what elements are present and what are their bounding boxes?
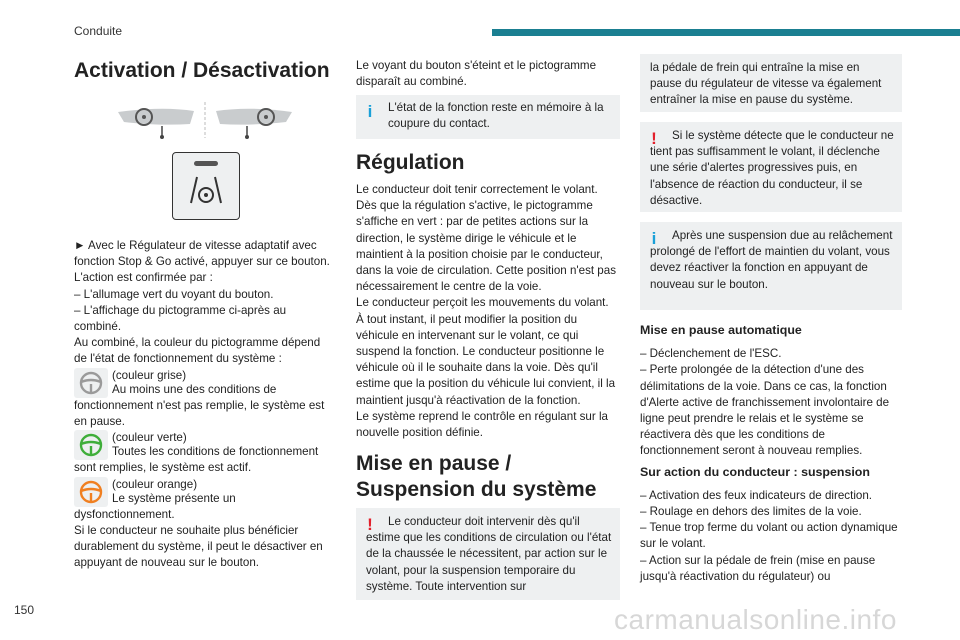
- running-header: Conduite: [74, 24, 123, 38]
- regulation-para-3: Le conducteur perçoit les mouvements du volant.: [356, 296, 609, 310]
- warning-note-intervention: [356, 508, 620, 600]
- info-note-reactivate: [640, 222, 902, 310]
- green-steering-wheel-icon: [74, 430, 108, 460]
- auto-pause-item-1: – Déclenchement de l'ESC.: [640, 347, 782, 361]
- warning-note-hands-off-text: Si le système détecte que le conducteur ne tient pas suffisamment le volant, il déclenche une série d'alertes progressives puis, en l'absence de réaction du conducteur, il se désactive.: [650, 129, 894, 207]
- regulation-para-4: À tout instant, il peut modifier la position du véhicule en intervenant sur le volant, ce qui suspend la fonction. Le conducteur positionne le véhicule où il le souhaite dans la voie. Dès qu'il estime que la position du véhicule lui convient, il la maintient jusqu'à réactivation de la fonction.: [356, 312, 616, 407]
- column-3-pause: [640, 322, 902, 585]
- state-green: [74, 430, 336, 476]
- watermark: carmanualsonline.info: [614, 604, 897, 635]
- steering-button-illustration: [74, 98, 336, 142]
- driver-item-3: – Tenue trop ferme du volant ou action dynamique sur le volant.: [640, 521, 898, 551]
- column-2-regulation: [356, 150, 620, 503]
- activation-instruction: ► Avec le Régulateur de vitesse adaptatif avec fonction Stop & Go activé, appuyer sur ce bouton.: [74, 239, 330, 269]
- note-continuation-text: la pédale de frein qui entraîne la mise en pause du régulateur de vitesse va également entraîner la mise en pause du système.: [650, 61, 882, 107]
- section-title-regulation: Régulation: [356, 151, 465, 174]
- regulation-para-5: Le système reprend le contrôle en régulant sur la nouvelle position définie.: [356, 409, 608, 440]
- column-1: [74, 58, 336, 572]
- driver-item-1: – Activation des feux indicateurs de direction.: [640, 488, 873, 502]
- state-orange-label: (couleur orange): [112, 477, 198, 491]
- confirmation-intro: L'action est confirmée par :: [74, 271, 213, 285]
- deactivation-text: Si le conducteur ne souhaite plus bénéficier durablement du système, il peut le désactiver en appuyant de nouveau sur le bouton.: [74, 524, 323, 570]
- info-note-memory: [356, 95, 620, 139]
- column-2: [356, 58, 618, 90]
- pictogram-color-intro: Au combiné, la couleur du pictogramme dépend de l'état de fonctionnement du système :: [74, 336, 321, 366]
- lane-positioning-button-icon: [172, 152, 240, 220]
- confirmation-item-2: – L'affichage du pictogramme ci-après au combiné.: [74, 303, 287, 334]
- warning-note-hands-off: [640, 122, 902, 212]
- steering-wheel-buttons-icon: [74, 98, 336, 142]
- orange-steering-wheel-icon: [74, 477, 108, 507]
- state-gray-text: Au moins une des conditions de fonctionnement n'est pas remplie, le système est en pause.: [74, 382, 325, 429]
- confirmation-item-1: – L'allumage vert du voyant du bouton.: [74, 287, 274, 301]
- state-orange: [74, 477, 336, 523]
- auto-pause-item-2: – Perte prolongée de la détection d'une des délimitations de la voie. Dans ce cas, la fonction d'Alerte active de franchissement involontaire de ligne peut prendre le relais et le système se réactivera dès que les conditions de fonctionnement seront à nouveau remplies.: [640, 363, 890, 458]
- warning-icon: !: [651, 129, 657, 148]
- indicator-off-text: Le voyant du bouton s'éteint et le pictogramme disparaît au combiné.: [356, 59, 597, 89]
- info-icon: i: [367, 102, 373, 121]
- state-gray: [74, 368, 336, 431]
- warning-note-intervention-text: Le conducteur doit intervenir dès qu'il estime que les conditions de circulation ou l'état de la chaussée le nécessitent, par action sur le volant, pour la suspension temporaire du système. Toute intervention sur: [366, 515, 612, 593]
- page-number: 150: [14, 603, 35, 617]
- info-note-memory-text: L'état de la fonction reste en mémoire à la coupure du contact.: [388, 101, 604, 131]
- heading-driver-suspension: Sur action du conducteur : suspension: [640, 464, 870, 479]
- info-icon: i: [651, 229, 657, 248]
- section-title-pause: Mise en pause / Suspension du système: [356, 452, 597, 502]
- info-note-reactivate-text: Après une suspension due au relâchement prolongé de l'effort de maintien du volant, vous devez réactiver la fonction en appuyant de nouveau sur le bouton.: [650, 229, 893, 291]
- header-accent-bar: [492, 29, 960, 36]
- gray-steering-wheel-icon: [74, 368, 108, 398]
- regulation-para-2: Dès que la régulation s'active, le pictogramme s'affiche en vert : par de petites actions sur la direction, le système dirige le véhicule et le maintient à la position choisie par le conducteur, dans la voie de circulation. Cette position n'est pas nécessairement le centre de la voie.: [356, 199, 617, 294]
- state-gray-label: (couleur grise): [112, 368, 187, 382]
- state-green-text: Toutes les conditions de fonctionnement sont remplies, le système est actif.: [74, 445, 319, 475]
- regulation-para-1: Le conducteur doit tenir correctement le volant.: [356, 183, 598, 196]
- heading-auto-pause: Mise en pause automatique: [640, 323, 802, 337]
- state-orange-text: Le système présente un dysfonctionnement.: [74, 491, 236, 521]
- driver-item-2: – Roulage en dehors des limites de la voie.: [640, 505, 862, 519]
- state-green-label: (couleur verte): [112, 431, 187, 445]
- driver-item-4: – Action sur la pédale de frein (mise en pause jusqu'à réactivation du régulateur) ou: [640, 553, 876, 583]
- warning-icon: !: [367, 515, 373, 534]
- note-continuation: [640, 54, 902, 112]
- section-title-activation: Activation / Désactivation: [74, 59, 330, 82]
